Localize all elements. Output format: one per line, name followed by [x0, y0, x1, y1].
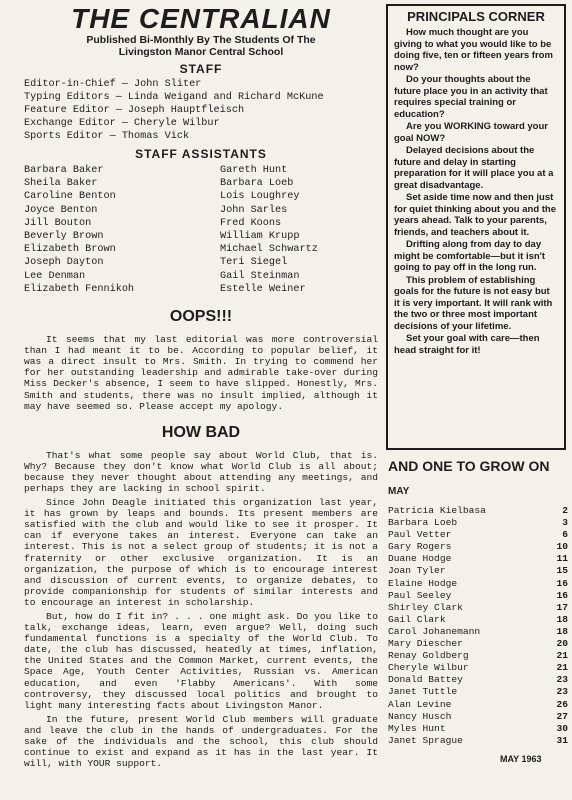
birthday-day: 23: [556, 686, 568, 698]
birthday-name: Mary Diescher: [388, 638, 463, 650]
principals-corner-box: [386, 4, 566, 450]
birthday-entry: [388, 602, 568, 614]
staff-row: Editor-in-Chief — John Sliter: [24, 79, 202, 90]
birthday-day: 17: [556, 601, 568, 613]
birthday-entry: [388, 735, 568, 747]
pc-paragraph: Are you WORKING toward your goal NOW?: [394, 121, 548, 144]
staff-row: Feature Editor — Joseph Hauptfleisch: [24, 105, 245, 116]
assistant-name: Estelle Weiner: [220, 283, 306, 295]
birthday-month: MAY: [388, 486, 410, 497]
principals-corner-heading: PRINCIPALS CORNER: [407, 9, 545, 24]
birthday-heading: AND ONE TO GROW ON: [388, 458, 550, 474]
birthday-day: 16: [556, 589, 568, 601]
birthday-day: 18: [556, 625, 568, 637]
birthday-name: Renay Goldberg: [388, 650, 469, 662]
birthday-day: 30: [556, 722, 568, 734]
birthday-name: Shirley Clark: [388, 601, 463, 613]
birthday-entry: [388, 699, 568, 711]
article-paragraph: That's what some people say about World Club, that is. Why? Because they don't know what World Club is all about; because they never thought about attending any meetings, and perhaps they are lacking in school spirit.: [24, 449, 378, 494]
birthday-entry: [388, 505, 568, 517]
article-paragraph: It seems that my last editorial was more controversial than I had meant it to be. According to popular belief, it was a direct insult to Mrs. Smith. In trying to commend her for her outstanding leadership and admirable take-over during Miss Decker's absence, I seem to have slipped. Honestly, Mrs. Smith and students, there was no insult implied, although it may have seemed so. Please accept my apology.: [24, 334, 378, 412]
birthday-name: Myles Hunt: [388, 722, 446, 734]
birthday-name: Barbara Loeb: [388, 517, 458, 529]
assistant-name: Joseph Dayton: [24, 257, 104, 269]
pc-paragraph: Delayed decisions about the future and delay in starting preparation for it will place you at a great disadvantage.: [394, 145, 554, 191]
assistant-name: Barbara Baker: [24, 165, 104, 176]
oops-article: [24, 334, 378, 412]
birthday-entry: [388, 723, 568, 735]
pc-paragraph: Set your goal with care—then head straight for it!: [394, 333, 540, 356]
assistant-name: Gareth Hunt: [220, 165, 288, 176]
staff-row: Sports Editor — Thomas Vick: [24, 131, 190, 142]
staff-list: [24, 78, 378, 143]
birthday-name: Duane Hodge: [388, 553, 452, 565]
assistant-name: Michael Schwartz: [220, 244, 318, 256]
birthday-entry: [388, 553, 568, 565]
assistant-name: Elizabeth Brown: [24, 244, 116, 256]
birthday-name: Patricia Kielbasa: [388, 505, 486, 516]
staff-row: Typing Editors — Linda Weigand and Richard McKune: [24, 92, 324, 103]
assistant-name: John Sarles: [220, 204, 288, 216]
birthday-entry: [388, 711, 568, 723]
staff-assistants-list: [24, 164, 378, 296]
staff-heading: STAFF: [179, 62, 223, 76]
pc-paragraph: Drifting along from day to day might be comfortable—but it isn't going to pay off in the long run.: [394, 239, 546, 273]
birthday-name: Donald Battey: [388, 674, 463, 686]
birthday-entry: [388, 662, 568, 674]
staff-assistants-heading: STAFF ASSISTANTS: [135, 147, 267, 161]
assistant-name: Joyce Benton: [24, 204, 98, 216]
assistant-name: Lee Denman: [24, 270, 86, 282]
article-paragraph: In the future, present World Club members will graduate and leave the club in the hands of undergraduates. For the sake of the individuals and the school, this club should continue to exist and expand as it has in the last year. It will, with YOUR support.: [24, 713, 378, 770]
pc-paragraph: Set aside time now and then just for quiet thinking about you and the years ahead. Talk to your parents, friends, and teachers about it.: [394, 192, 557, 238]
assistant-name: Gail Steinman: [220, 270, 300, 282]
birthday-day: 26: [556, 698, 568, 710]
staff-row: Exchange Editor — Cheryle Wilbur: [24, 118, 220, 129]
birthday-entry: [388, 529, 568, 541]
birthday-entry: [388, 578, 568, 590]
assistant-name: Sheila Baker: [24, 178, 98, 190]
birthday-day: 20: [556, 638, 568, 650]
birthday-day: 23: [556, 674, 568, 686]
birthday-day: 31: [556, 734, 568, 746]
assistant-name: Elizabeth Fennikoh: [24, 283, 135, 295]
birthday-list: [388, 505, 568, 747]
birthday-entry: [388, 541, 568, 553]
publication-line-1: Published Bi-Monthly By The Students Of The: [86, 34, 316, 46]
birthday-day: 15: [556, 565, 568, 577]
article-paragraph: Since John Deagle initiated this organization last year, it has grown by leaps and bounds. Its present members are satisfied with the club and would like to see it prosper. It can if everyone takes an interest. Everyone can take an interest. This is not a select group of students; it is not a fraternity or other exclusive organization. It is an organization, the purpose of which is to encourage interest and discussion of current events, to organize debates, to provide companionship for students of similar interests and to encourage an interest in scholarship.: [24, 497, 378, 608]
birthday-name: Paul Seeley: [388, 589, 452, 601]
issue-date: MAY 1963: [500, 754, 542, 764]
birthday-entry: [388, 614, 568, 626]
birthday-day: 6: [562, 529, 568, 541]
pc-paragraph: This problem of establishing goals for the future is not easy but it is very important. It will rank with the two or three most important decisions of your lifetime.: [394, 274, 553, 332]
assistant-name: Fred Koons: [220, 217, 282, 229]
birthday-day: 21: [556, 662, 568, 674]
birthday-name: Joan Tyler: [388, 565, 446, 577]
birthday-day: 21: [556, 650, 568, 662]
how-bad-headline: HOW BAD: [161, 423, 241, 441]
assistant-name: Caroline Benton: [24, 191, 116, 203]
oops-headline: OOPS!!!: [169, 308, 233, 326]
birthday-entry: [388, 565, 568, 577]
principals-corner-text: [394, 27, 558, 356]
birthday-entry: [388, 686, 568, 698]
birthday-name: Janet Tuttle: [388, 686, 458, 698]
assistant-name: Teri Siegel: [220, 257, 288, 269]
assistant-name: Barbara Loeb: [220, 178, 294, 190]
assistant-name: William Krupp: [220, 231, 300, 243]
publication-line-2: Livingston Manor Central School: [118, 46, 284, 58]
birthday-name: Nancy Husch: [388, 710, 452, 722]
how-bad-article: [24, 450, 378, 770]
assistant-name: Beverly Brown: [24, 231, 104, 243]
assistant-name: Lois Loughrey: [220, 191, 300, 203]
birthday-day: 2: [562, 505, 568, 516]
birthday-entry: [388, 590, 568, 602]
pc-paragraph: Do your thoughts about the future place you in an activity that requires special training or education?: [394, 74, 548, 120]
birthday-name: Paul Vetter: [388, 529, 452, 541]
birthday-name: Gary Rogers: [388, 541, 452, 553]
birthday-name: Carol Johanemann: [388, 625, 481, 637]
birthday-entry: [388, 638, 568, 650]
birthday-day: 11: [556, 553, 568, 565]
birthday-day: 18: [556, 613, 568, 625]
article-paragraph: But, how do I fit in? . . . one might ask. Do you like to talk, exchange ideas, learn, even argue? Well, doing such fundamental functions is a specialty of the World Club. To date, the club has discussed, heatedly at times, inflation, the United States and the Common Market, current events, the Space Age, Youth Center Activities, Russian vs. American education, and even 'Flabby Americans'. With some controversy, they discussed local politics and brought to light many interesting facts about Livingston Manor.: [24, 611, 378, 711]
masthead-title: THE CENTRALIAN: [71, 3, 331, 34]
birthday-name: Alan Levine: [388, 698, 452, 710]
birthday-entry: [388, 650, 568, 662]
birthday-section: [388, 458, 568, 747]
birthday-day: 16: [556, 577, 568, 589]
pc-paragraph: How much thought are you giving to what you would like to be doing five, ten or fifteen years from now?: [394, 27, 553, 73]
left-column: [24, 4, 378, 772]
birthday-day: 27: [556, 710, 568, 722]
birthday-entry: [388, 626, 568, 638]
birthday-day: 3: [562, 517, 568, 529]
birthday-day: 10: [556, 541, 568, 553]
birthday-entry: [388, 674, 568, 686]
birthday-entry: [388, 517, 568, 529]
birthday-name: Cheryle Wilbur: [388, 662, 469, 674]
birthday-name: Gail Clark: [388, 613, 446, 625]
birthday-name: Janet Sprague: [388, 734, 463, 746]
birthday-name: Elaine Hodge: [388, 577, 458, 589]
assistant-name: Jill Bouton: [24, 217, 92, 229]
